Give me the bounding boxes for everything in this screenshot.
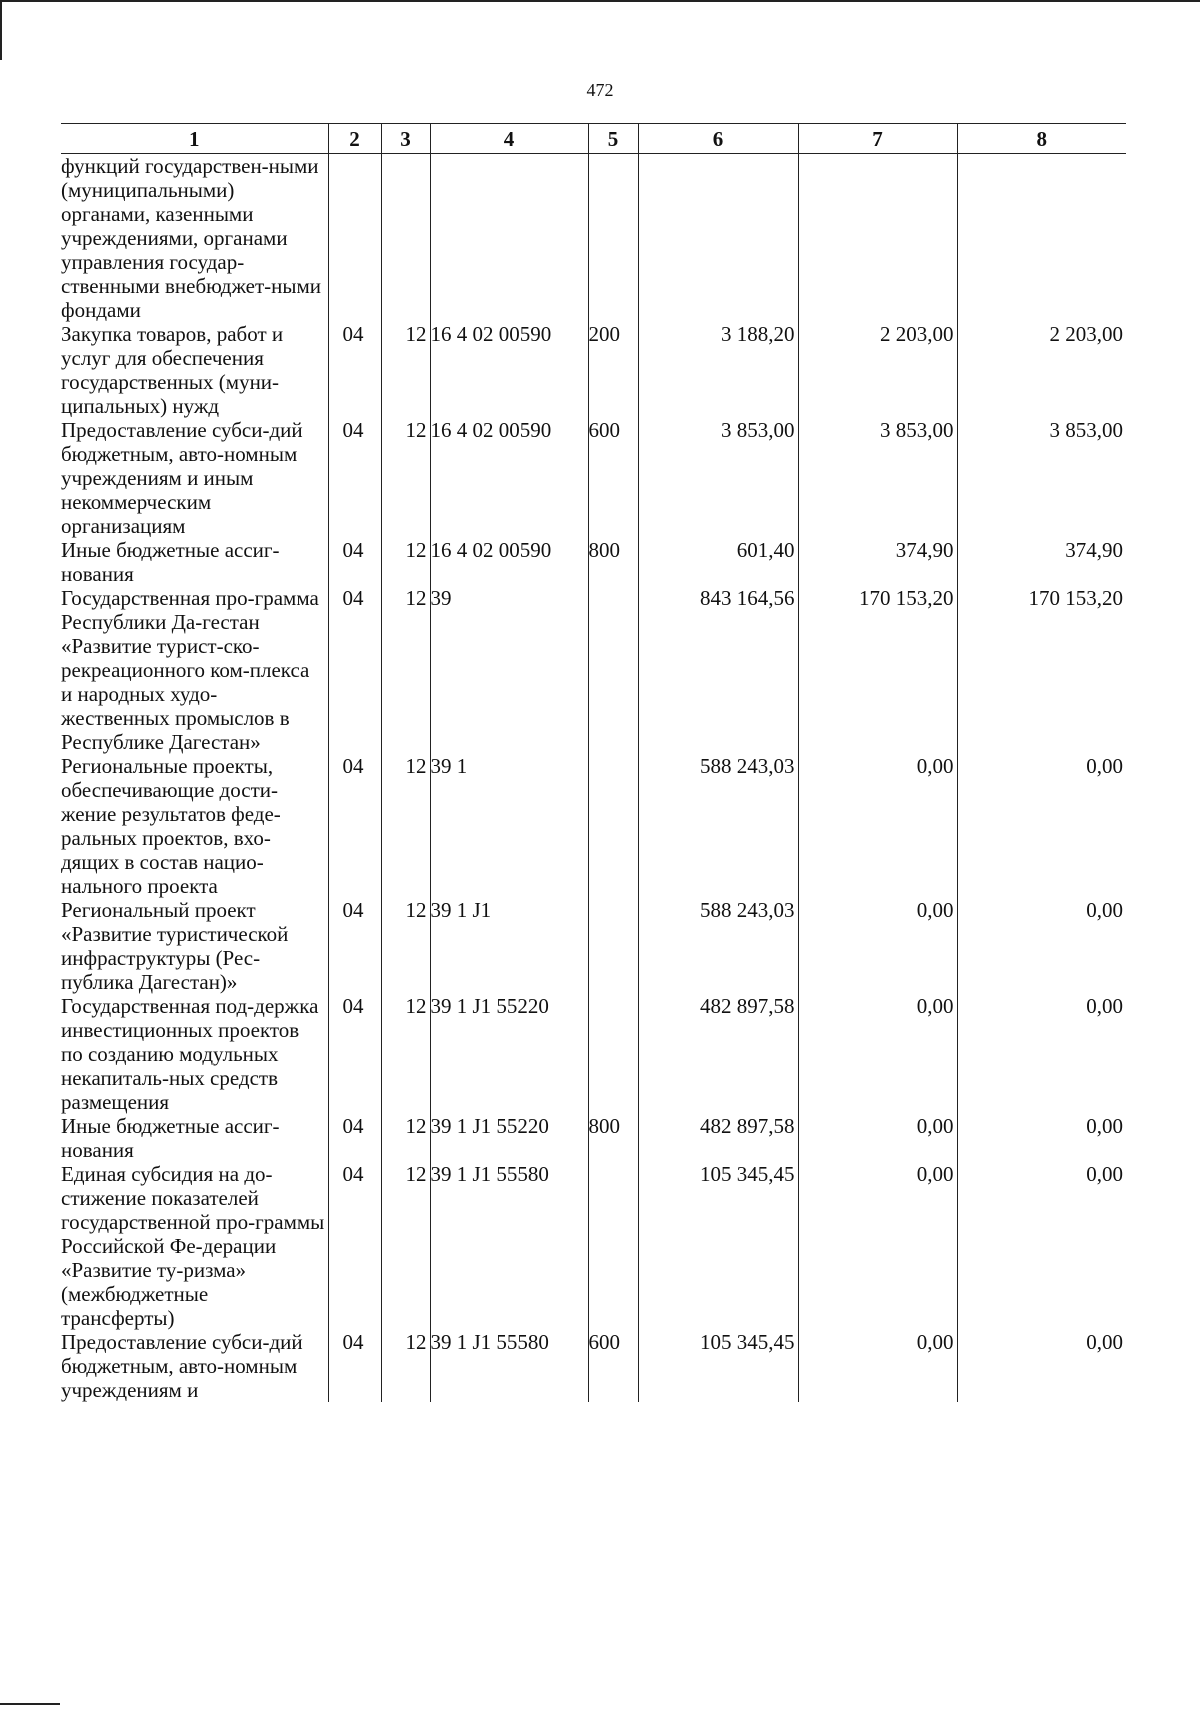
- row-name: Государственная про-грамма Республики Да-гестан «Развитие турист-ско-рекреационного ком-плекса и народных худо-жественных промыслов в Республике Дагестан»: [61, 586, 319, 754]
- budget-table: [61, 123, 1126, 1402]
- table-row: [61, 1162, 1126, 1330]
- table-row: [61, 322, 1126, 418]
- row-subsection: 12: [381, 898, 430, 994]
- header-col-1: 1: [61, 124, 328, 154]
- table-row: [61, 154, 1126, 323]
- row-amount-col6: 588 243,03: [638, 754, 798, 898]
- row-amount-col7: 0,00: [798, 1162, 957, 1330]
- row-subsection: 12: [381, 322, 430, 418]
- table-row: [61, 754, 1126, 898]
- table-row: [61, 898, 1126, 994]
- table-row: [61, 1114, 1126, 1162]
- row-section: 04: [328, 1330, 381, 1402]
- row-amount-col8: 0,00: [957, 898, 1126, 994]
- row-amount-col8: 0,00: [957, 1162, 1126, 1330]
- row-amount-col6: 588 243,03: [638, 898, 798, 994]
- row-expense-type: [588, 586, 638, 754]
- row-target-code: 16 4 02 00590: [430, 322, 588, 418]
- row-name: Закупка товаров, работ и услуг для обеспечения государственных (муни-ципальных) нужд: [61, 322, 284, 418]
- row-amount-col7: 0,00: [798, 898, 957, 994]
- row-subsection: 12: [381, 418, 430, 538]
- row-target-code: 16 4 02 00590: [430, 538, 588, 586]
- row-section: 04: [328, 754, 381, 898]
- row-section: 04: [328, 1114, 381, 1162]
- header-col-8: 8: [957, 124, 1126, 154]
- row-amount-col7: 2 203,00: [798, 322, 957, 418]
- header-col-7: 7: [798, 124, 957, 154]
- row-section: 04: [328, 994, 381, 1114]
- row-expense-type: [588, 154, 638, 323]
- row-amount-col8: 2 203,00: [957, 322, 1126, 418]
- row-expense-type: 200: [588, 322, 638, 418]
- scan-edge-left: [0, 0, 2, 60]
- header-col-2: 2: [328, 124, 381, 154]
- table-row: [61, 994, 1126, 1114]
- row-target-code: 39 1 J1 55580: [430, 1162, 588, 1330]
- row-subsection: 12: [381, 586, 430, 754]
- row-target-code: [430, 154, 588, 323]
- row-expense-type: 600: [588, 418, 638, 538]
- row-amount-col8: 0,00: [957, 1330, 1126, 1402]
- row-subsection: 12: [381, 1114, 430, 1162]
- header-col-5: 5: [588, 124, 638, 154]
- row-amount-col6: 105 345,45: [638, 1330, 798, 1402]
- row-section: 04: [328, 1162, 381, 1330]
- row-name: Иные бюджетные ассиг-нования: [61, 1114, 280, 1162]
- row-expense-type: [588, 1162, 638, 1330]
- header-col-4: 4: [430, 124, 588, 154]
- table-row: [61, 538, 1126, 586]
- row-amount-col8: 170 153,20: [957, 586, 1126, 754]
- row-name: Единая субсидия на до-стижение показателей государственной про-граммы Российской Фе-дерации «Развитие ту-ризма» (межбюджетные трансферты): [61, 1162, 325, 1330]
- scan-edge-bottom: [0, 1703, 60, 1705]
- scan-edge-top: [0, 0, 1200, 2]
- row-subsection: 12: [381, 1330, 430, 1402]
- row-name: Региональный проект «Развитие туристической инфраструктуры (Рес-публика Дагестан)»: [61, 898, 289, 994]
- row-amount-col6: 843 164,56: [638, 586, 798, 754]
- row-amount-col8: [957, 154, 1126, 323]
- row-target-code: 39 1 J1 55220: [430, 994, 588, 1114]
- header-col-6: 6: [638, 124, 798, 154]
- row-amount-col8: 0,00: [957, 754, 1126, 898]
- row-amount-col6: 482 897,58: [638, 1114, 798, 1162]
- row-target-code: 39: [430, 586, 588, 754]
- row-amount-col7: 0,00: [798, 754, 957, 898]
- row-amount-col6: 105 345,45: [638, 1162, 798, 1330]
- row-section: 04: [328, 586, 381, 754]
- table-row: [61, 418, 1126, 538]
- row-amount-col7: 170 153,20: [798, 586, 957, 754]
- row-amount-col7: 374,90: [798, 538, 957, 586]
- table-row: [61, 586, 1126, 754]
- row-amount-col8: 0,00: [957, 1114, 1126, 1162]
- row-amount-col8: 374,90: [957, 538, 1126, 586]
- row-section: [328, 154, 381, 323]
- row-amount-col6: [638, 154, 798, 323]
- row-amount-col6: 3 853,00: [638, 418, 798, 538]
- row-name: Иные бюджетные ассиг-нования: [61, 538, 280, 586]
- row-amount-col7: [798, 154, 957, 323]
- row-subsection: 12: [381, 994, 430, 1114]
- row-expense-type: 800: [588, 538, 638, 586]
- row-target-code: 39 1 J1: [430, 898, 588, 994]
- row-subsection: 12: [381, 1162, 430, 1330]
- row-amount-col6: 3 188,20: [638, 322, 798, 418]
- row-target-code: 39 1: [430, 754, 588, 898]
- row-section: 04: [328, 418, 381, 538]
- row-amount-col7: 3 853,00: [798, 418, 957, 538]
- row-expense-type: 800: [588, 1114, 638, 1162]
- row-amount-col8: 3 853,00: [957, 418, 1126, 538]
- row-amount-col6: 601,40: [638, 538, 798, 586]
- row-target-code: 39 1 J1 55220: [430, 1114, 588, 1162]
- row-name: функций государствен-ными (муниципальными) органами, казенными учреждениями, органами управления государ-ственными внебюджет-ными фондами: [61, 154, 322, 322]
- row-target-code: 16 4 02 00590: [430, 418, 588, 538]
- row-amount-col7: 0,00: [798, 1330, 957, 1402]
- row-expense-type: 600: [588, 1330, 638, 1402]
- row-amount-col6: 482 897,58: [638, 994, 798, 1114]
- row-amount-col7: 0,00: [798, 1114, 957, 1162]
- row-name: Предоставление субси-дий бюджетным, авто-номным учреждениям и: [61, 1330, 303, 1402]
- row-expense-type: [588, 754, 638, 898]
- row-section: 04: [328, 898, 381, 994]
- row-subsection: 12: [381, 538, 430, 586]
- row-section: 04: [328, 322, 381, 418]
- table-row: [61, 1330, 1126, 1402]
- row-subsection: [381, 154, 430, 323]
- row-expense-type: [588, 994, 638, 1114]
- row-name: Предоставление субси-дий бюджетным, авто-номным учреждениям и иным некоммерческим организациям: [61, 418, 303, 538]
- row-target-code: 39 1 J1 55580: [430, 1330, 588, 1402]
- header-col-3: 3: [381, 124, 430, 154]
- row-amount-col7: 0,00: [798, 994, 957, 1114]
- page-number: 472: [586, 80, 614, 100]
- row-name: Государственная под-держка инвестиционных проектов по созданию модульных некапиталь-ных средств размещения: [61, 994, 319, 1114]
- row-amount-col8: 0,00: [957, 994, 1126, 1114]
- row-name: Региональные проекты, обеспечивающие дости-жение результатов феде-ральных проектов, вхо-дящих в состав нацио-нального проекта: [61, 754, 281, 898]
- row-expense-type: [588, 898, 638, 994]
- row-section: 04: [328, 538, 381, 586]
- row-subsection: 12: [381, 754, 430, 898]
- header-row: [61, 124, 1126, 154]
